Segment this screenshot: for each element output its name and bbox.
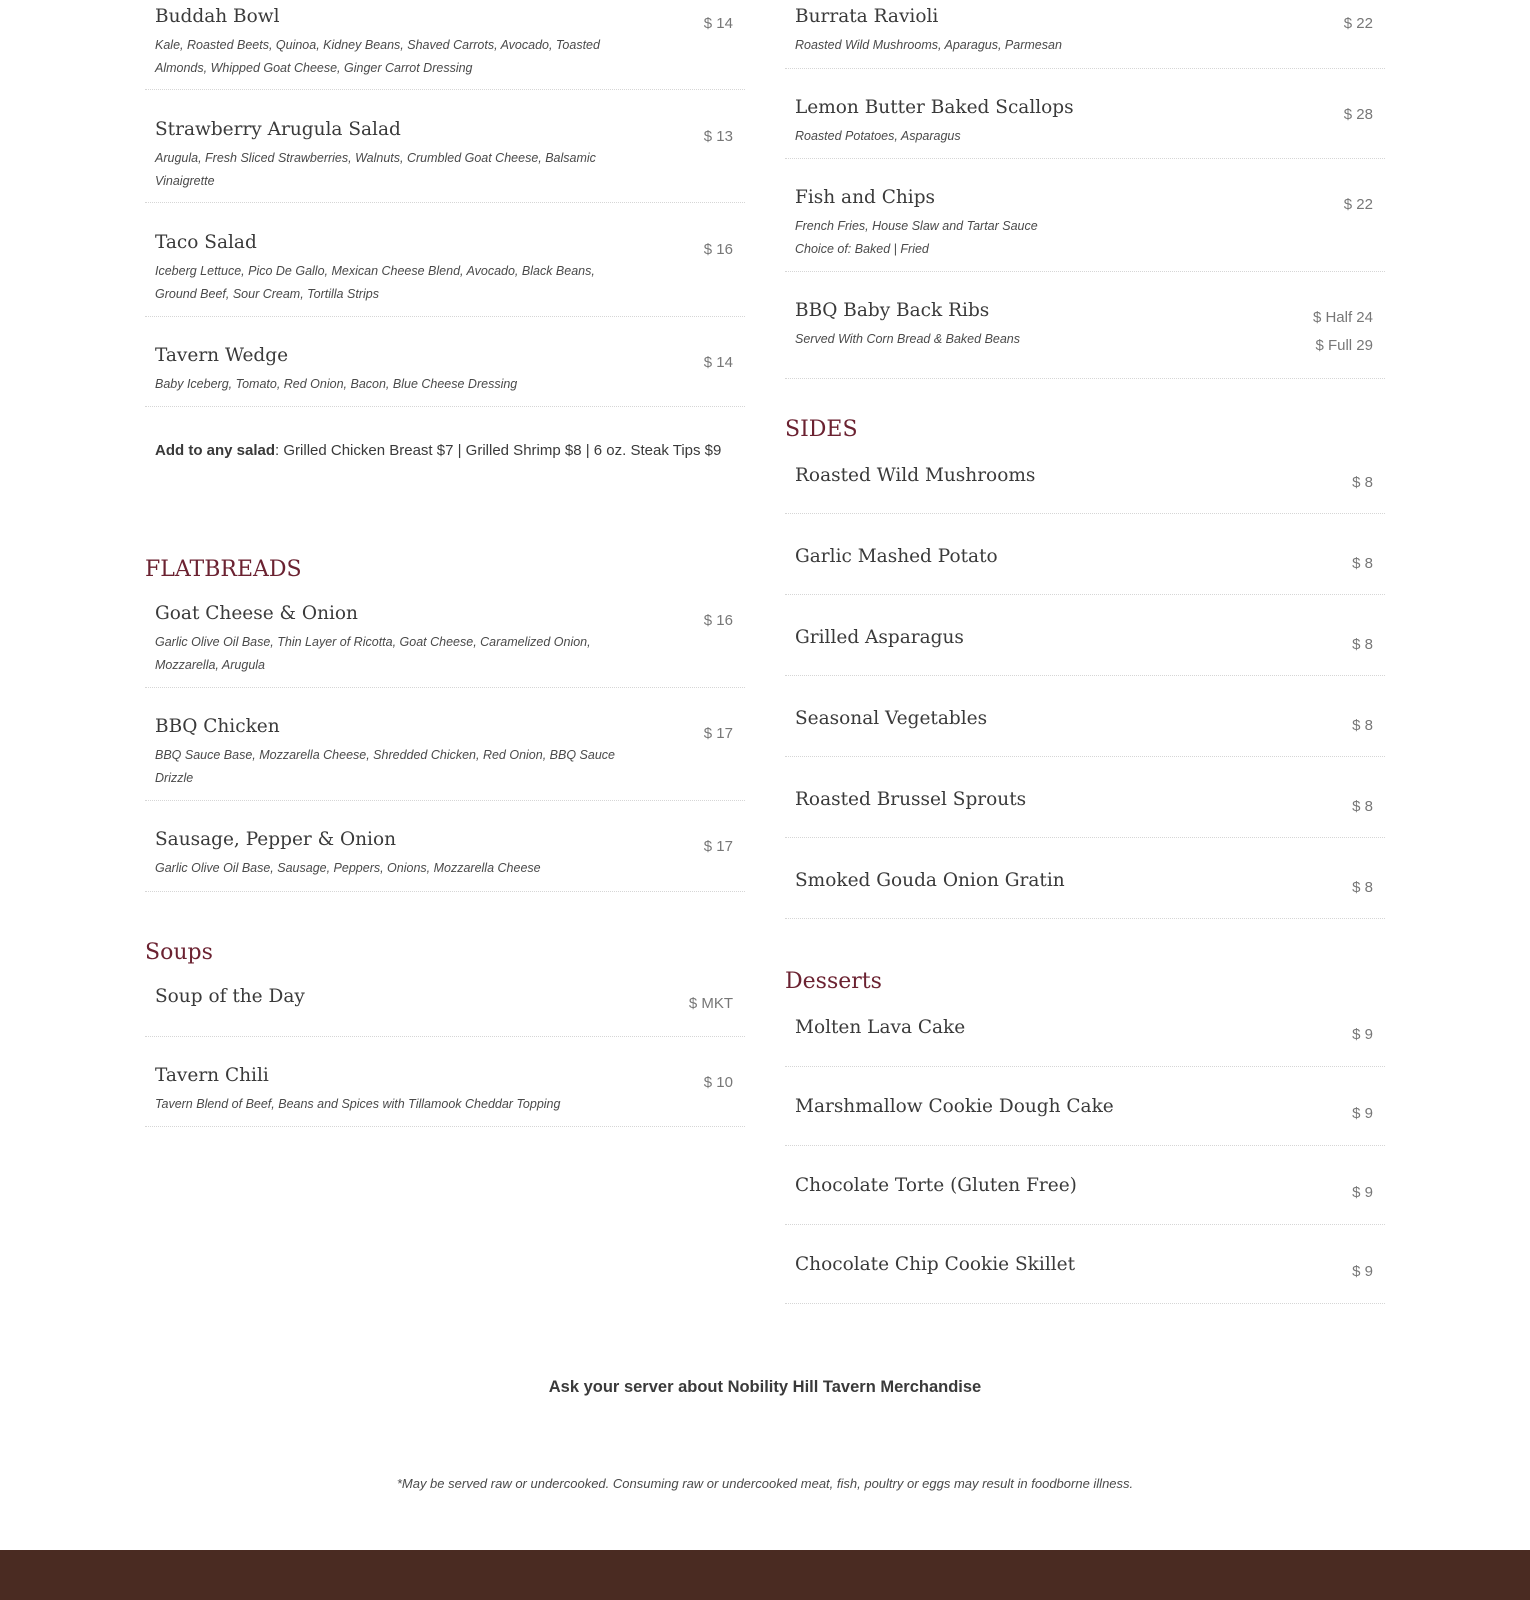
item-name: Sausage, Pepper & Onion [155, 829, 397, 850]
menu-item [785, 864, 1385, 919]
item-name: Buddah Bowl [155, 6, 280, 27]
item-description: Garlic Olive Oil Base, Thin Layer of Ricotta, Goat Cheese, Caramelized Onion, Mozzarella, Arugula [155, 635, 591, 672]
menu-item [785, 783, 1385, 838]
menu-item [145, 710, 745, 801]
item-name: Seasonal Vegetables [795, 708, 988, 729]
item-price: $ 8 [1352, 555, 1373, 572]
item-price: $ 9 [1352, 1105, 1373, 1122]
item-name: Tavern Chili [155, 1065, 269, 1086]
item-description: BBQ Sauce Base, Mozzarella Cheese, Shredded Chicken, Red Onion, BBQ Sauce Drizzle [155, 748, 615, 785]
item-price: $ 17 [703, 725, 733, 742]
item-description: Roasted Potatoes, Asparagus [795, 129, 961, 143]
menu-item [785, 1011, 1385, 1067]
item-name: BBQ Baby Back Ribs [795, 300, 990, 321]
item-description: Served With Corn Bread & Baked Beans [795, 332, 1021, 346]
item-name: Burrata Ravioli [795, 6, 939, 27]
item-price: $ 22 [1343, 196, 1373, 213]
item-price: $ 28 [1343, 106, 1373, 123]
menu-item [145, 1059, 745, 1127]
item-price: $ 8 [1352, 717, 1373, 734]
addon-text: : Grilled Chicken Breast $7 | Grilled Shrimp $8 | 6 oz. Steak Tips $9 [275, 442, 722, 459]
item-price: $ 17 [703, 838, 733, 855]
menu-item [785, 1169, 1385, 1225]
item-name: Taco Salad [155, 232, 257, 253]
item-price: $ 8 [1352, 636, 1373, 653]
item-price: $ 9 [1352, 1026, 1373, 1043]
menu-item [785, 621, 1385, 676]
item-name: Chocolate Chip Cookie Skillet [795, 1254, 1076, 1275]
item-name: Grilled Asparagus [795, 627, 964, 648]
item-description: Garlic Olive Oil Base, Sausage, Peppers, Onions, Mozzarella Cheese [155, 861, 541, 875]
item-description: French Fries, House Slaw and Tartar Sauce Choice of: Baked | Fried [795, 219, 1038, 256]
menu-item [785, 294, 1385, 379]
menu-item [785, 459, 1385, 514]
menu-item [785, 0, 1385, 69]
raw-food-disclaimer: *May be served raw or undercooked. Consuming raw or undercooked meat, fish, poultry or eggs may result in foodborne illness. [396, 1476, 1134, 1491]
item-name: Tavern Wedge [155, 345, 289, 366]
section-title-soups: Soups [145, 940, 213, 965]
item-description: Baby Iceberg, Tomato, Red Onion, Bacon, Blue Cheese Dressing [155, 377, 518, 391]
menu-item [145, 823, 745, 892]
item-price: $ 13 [703, 128, 733, 145]
item-name: Goat Cheese & Onion [155, 603, 358, 624]
item-description: Tavern Blend of Beef, Beans and Spices with Tillamook Cheddar Topping [155, 1097, 561, 1111]
menu-item [785, 540, 1385, 595]
menu-item [145, 339, 745, 407]
item-name: Smoked Gouda Onion Gratin [795, 870, 1065, 891]
menu-item [145, 226, 745, 317]
menu-item [785, 91, 1385, 159]
section-title-desserts: Desserts [785, 969, 882, 994]
item-name: Lemon Butter Baked Scallops [795, 97, 1074, 118]
addon-label: Add to any salad [155, 442, 276, 459]
item-price: $ 9 [1352, 1263, 1373, 1280]
item-name: Roasted Wild Mushrooms [795, 465, 1036, 486]
item-price: $ 14 [703, 15, 733, 32]
item-description: Roasted Wild Mushrooms, Aparagus, Parmesan [795, 38, 1062, 52]
item-price: $ MKT [688, 995, 733, 1012]
item-name: Fish and Chips [795, 187, 936, 208]
item-price: $ Half 24 $ Full 29 [1312, 309, 1373, 354]
item-name: Chocolate Torte (Gluten Free) [795, 1175, 1077, 1196]
item-price: $ 16 [703, 241, 733, 258]
item-price: $ 8 [1352, 474, 1373, 491]
menu-item [145, 597, 745, 688]
item-name: Roasted Brussel Sprouts [795, 789, 1027, 810]
item-price: $ 8 [1352, 798, 1373, 815]
item-name: Garlic Mashed Potato [795, 546, 998, 567]
merchandise-note: Ask your server about Nobility Hill Tavern Merchandise [548, 1378, 982, 1396]
salad-addon-note [155, 442, 721, 459]
menu-item [785, 181, 1385, 272]
item-price: $ 10 [703, 1074, 733, 1091]
menu-item [145, 113, 745, 203]
menu-item [145, 0, 745, 90]
item-name: Marshmallow Cookie Dough Cake [795, 1096, 1114, 1117]
item-price: $ 14 [703, 354, 733, 371]
section-title-sides: SIDES [785, 417, 858, 442]
item-description: Iceberg Lettuce, Pico De Gallo, Mexican Cheese Blend, Avocado, Black Beans, Ground Beef, Sour Cream, Tortilla Strips [155, 264, 595, 301]
menu-item [785, 1248, 1385, 1304]
item-description: Kale, Roasted Beets, Quinoa, Kidney Beans, Shaved Carrots, Avocado, Toasted Almonds, Whipped Goat Cheese, Ginger Carrot Dressing [155, 38, 600, 75]
item-description: Arugula, Fresh Sliced Strawberries, Walnuts, Crumbled Goat Cheese, Balsamic Vinaigrette [155, 151, 596, 188]
item-price: $ 9 [1352, 1184, 1373, 1201]
menu-item [785, 1090, 1385, 1146]
section-title-flatbreads: FLATBREADS [145, 557, 302, 582]
item-name: Molten Lava Cake [795, 1017, 966, 1038]
item-name: Strawberry Arugula Salad [155, 119, 401, 140]
menu-item [785, 702, 1385, 757]
footer-bar [0, 1550, 1530, 1600]
item-price: $ 22 [1343, 15, 1373, 32]
item-name: Soup of the Day [155, 986, 305, 1007]
item-price: $ 8 [1352, 879, 1373, 896]
menu-item [145, 980, 745, 1037]
item-price: $ 16 [703, 612, 733, 629]
item-name: BBQ Chicken [155, 716, 280, 737]
